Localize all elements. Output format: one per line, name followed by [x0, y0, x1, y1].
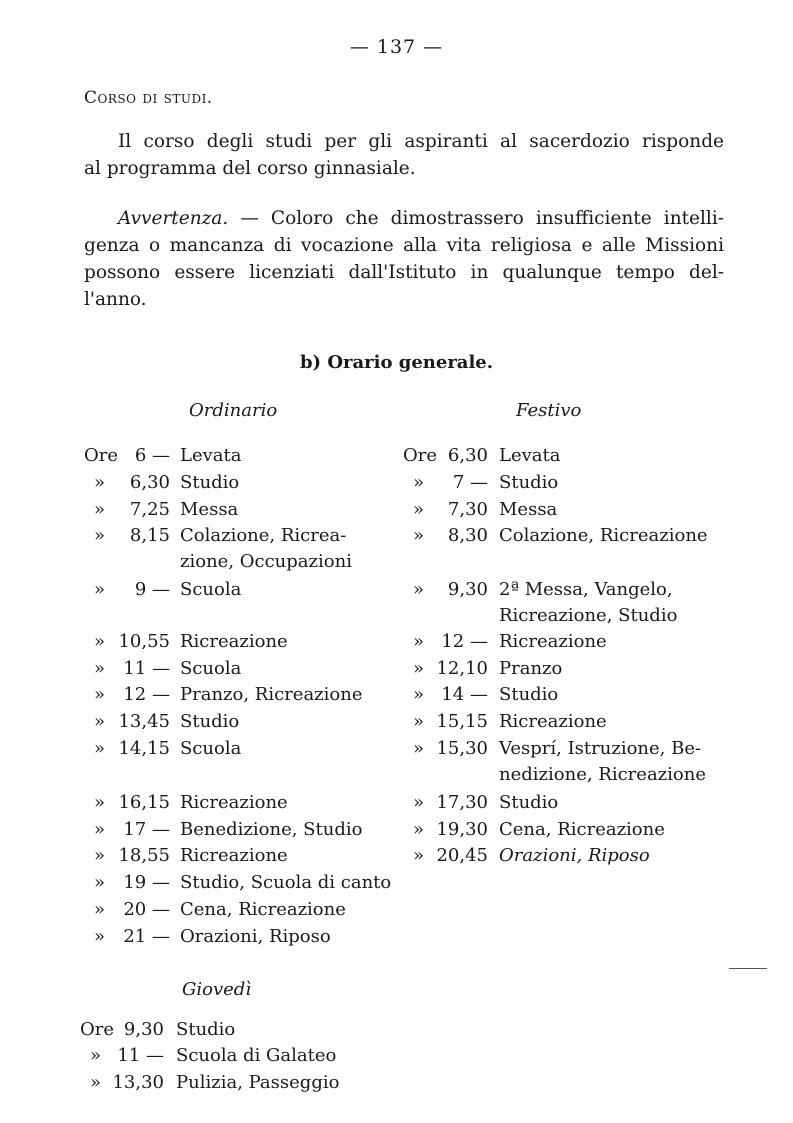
row-prefix: »	[94, 472, 106, 493]
row-prefix: »	[413, 579, 425, 600]
margin-mark	[729, 968, 767, 969]
row-activity: nedizione, Ricreazione	[499, 764, 706, 785]
row-prefix: »	[413, 499, 425, 520]
row-activity: Scuola	[180, 658, 242, 679]
section-heading: Corso di studi.	[84, 88, 213, 108]
row-prefix: »	[94, 926, 106, 947]
row-prefix: »	[94, 792, 106, 813]
row-activity: Studio	[499, 684, 559, 705]
row-time: 21 —	[123, 926, 170, 947]
warning-lead: Avvertenza.	[118, 208, 229, 229]
row-activity: zione, Occupazioni	[180, 551, 352, 572]
ordinario-heading: Ordinario	[189, 400, 278, 421]
page-number: — 137 —	[349, 36, 444, 58]
row-activity: Levata	[499, 445, 561, 466]
row-time: 6,30	[447, 445, 488, 466]
warning-text: — Coloro che dimostrassero insufficiente intelli-	[228, 208, 724, 229]
row-prefix: »	[94, 499, 106, 520]
row-prefix: »	[413, 845, 425, 866]
row-time: 10,55	[118, 631, 170, 652]
row-activity: Messa	[499, 499, 558, 520]
row-activity: Pranzo, Ricreazione	[180, 684, 363, 705]
paragraph-line: l'anno.	[84, 289, 147, 310]
row-time: 12,10	[436, 658, 488, 679]
row-activity: Messa	[180, 499, 239, 520]
row-prefix: Ore	[80, 1019, 115, 1040]
row-time: 7,30	[447, 499, 488, 520]
row-activity: Cena, Ricreazione	[499, 819, 665, 840]
row-time: 9 —	[134, 579, 170, 600]
row-activity: Studio	[499, 792, 559, 813]
row-time: 12 —	[441, 631, 488, 652]
row-time: 16,15	[118, 792, 170, 813]
row-activity: Levata	[180, 445, 242, 466]
row-time: 7,25	[129, 499, 170, 520]
row-activity: Pulizia, Passeggio	[176, 1072, 340, 1093]
row-time: 18,55	[118, 845, 170, 866]
schedule-title: b) Orario generale.	[299, 352, 494, 373]
row-prefix: »	[94, 684, 106, 705]
row-prefix: »	[94, 738, 106, 759]
row-time: 6,30	[129, 472, 170, 493]
paragraph-line: possono essere licenziati dall'Istituto in qualunque tempo del-	[84, 262, 724, 283]
row-activity: Studio	[180, 711, 240, 732]
row-time: 12 —	[123, 684, 170, 705]
paragraph-line: genza o mancanza di vocazione alla vita religiosa e alle Missioni	[84, 235, 724, 256]
row-activity: Pranzo	[499, 658, 563, 679]
paragraph-line: al programma del corso ginnasiale.	[84, 158, 416, 179]
row-activity: Scuola	[180, 738, 242, 759]
row-prefix: »	[413, 738, 425, 759]
row-activity: Studio	[176, 1019, 236, 1040]
row-activity: Studio, Scuola di canto	[180, 872, 392, 893]
row-time: 8,30	[447, 525, 488, 546]
row-prefix: »	[413, 819, 425, 840]
row-activity: Vesprí, Istruzione, Be-	[499, 738, 702, 759]
row-activity: Scuola	[180, 579, 242, 600]
row-time: 13,30	[112, 1072, 164, 1093]
row-time: 9,30	[447, 579, 488, 600]
row-activity: Ricreazione, Studio	[499, 605, 678, 626]
row-prefix: »	[94, 872, 106, 893]
paragraph-course	[84, 128, 724, 182]
row-activity: Ricreazione	[499, 631, 607, 652]
row-prefix: »	[94, 899, 106, 920]
festivo-heading: Festivo	[516, 400, 582, 421]
row-prefix: Ore	[403, 445, 438, 466]
row-time: 11 —	[123, 658, 170, 679]
row-time: 9,30	[123, 1019, 164, 1040]
paragraph-line: Il corso degli studi per gli aspiranti al sacerdozio risponde	[118, 131, 724, 152]
row-prefix: »	[90, 1072, 102, 1093]
row-prefix: »	[94, 525, 106, 546]
row-time: 11 —	[117, 1045, 164, 1066]
paragraph-line	[84, 205, 724, 232]
row-activity: Scuola di Galateo	[176, 1045, 337, 1066]
row-prefix: »	[94, 845, 106, 866]
row-time: 17 —	[123, 819, 170, 840]
row-activity: Ricreazione	[180, 845, 288, 866]
row-time: 20 —	[123, 899, 170, 920]
row-prefix: »	[94, 658, 106, 679]
row-prefix: »	[94, 711, 106, 732]
row-prefix: »	[94, 579, 106, 600]
row-prefix: »	[413, 658, 425, 679]
row-time: 19 —	[123, 872, 170, 893]
row-prefix: »	[413, 684, 425, 705]
row-activity: Orazioni, Riposo	[499, 845, 650, 866]
row-time: 20,45	[436, 845, 488, 866]
row-activity: Orazioni, Riposo	[180, 926, 331, 947]
row-time: 7 —	[452, 472, 488, 493]
row-time: 13,45	[118, 711, 170, 732]
row-activity: Colazione, Ricrea-	[180, 525, 347, 546]
row-time: 8,15	[129, 525, 170, 546]
paragraph-warning	[84, 205, 724, 313]
row-prefix: »	[413, 631, 425, 652]
row-activity: Benedizione, Studio	[180, 819, 363, 840]
row-activity: Ricreazione	[180, 792, 288, 813]
row-prefix: Ore	[84, 445, 119, 466]
giovedi-heading: Giovedì	[182, 979, 252, 1000]
row-time: 15,30	[436, 738, 488, 759]
row-activity: Ricreazione	[499, 711, 607, 732]
row-activity: Colazione, Ricreazione	[499, 525, 708, 546]
row-prefix: »	[413, 525, 425, 546]
row-activity: 2ª Messa, Vangelo,	[499, 579, 673, 600]
row-prefix: »	[94, 631, 106, 652]
row-prefix: »	[94, 819, 106, 840]
row-prefix: »	[413, 792, 425, 813]
row-time: 6 —	[134, 445, 170, 466]
row-time: 15,15	[436, 711, 488, 732]
row-activity: Studio	[499, 472, 559, 493]
row-prefix: »	[413, 472, 425, 493]
row-activity: Cena, Ricreazione	[180, 899, 346, 920]
row-prefix: »	[413, 711, 425, 732]
row-activity: Ricreazione	[180, 631, 288, 652]
row-prefix: »	[90, 1045, 102, 1066]
row-time: 19,30	[436, 819, 488, 840]
row-time: 14 —	[441, 684, 488, 705]
row-time: 14,15	[118, 738, 170, 759]
row-time: 17,30	[436, 792, 488, 813]
row-activity: Studio	[180, 472, 240, 493]
